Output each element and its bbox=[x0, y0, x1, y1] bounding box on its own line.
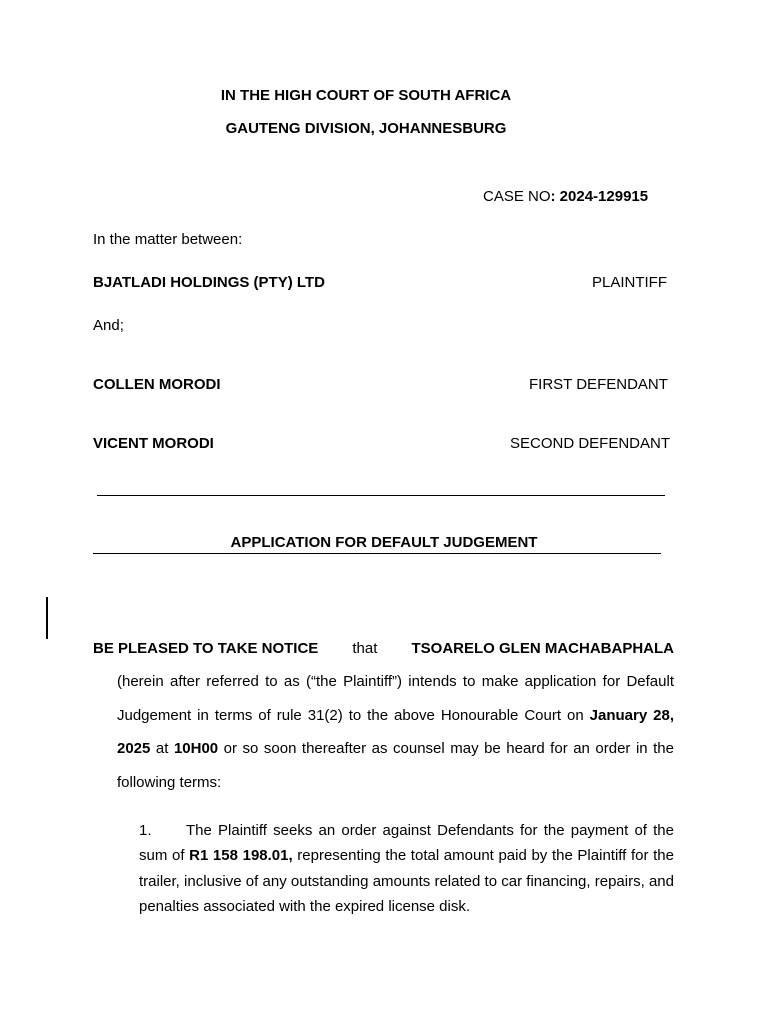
notice-text-2: or so soon thereafter as counsel may be heard for an order in the following terms: bbox=[117, 740, 674, 791]
title-underline bbox=[93, 553, 661, 554]
hearing-time: 10H00 bbox=[173, 740, 219, 757]
order-term-amount: R1 158 198.01, bbox=[189, 847, 293, 865]
first-defendant-name: COLLEN MORODI bbox=[93, 376, 221, 393]
notice-at: at bbox=[150, 740, 174, 757]
order-term-number: 1. bbox=[139, 822, 152, 839]
court-name: IN THE HIGH COURT OF SOUTH AFRICA bbox=[220, 87, 512, 104]
order-term-item bbox=[139, 818, 674, 919]
plaintiff-role: PLAINTIFF bbox=[592, 274, 668, 291]
second-defendant-name: VICENT MORODI bbox=[93, 435, 214, 452]
court-division: GAUTENG DIVISION, JOHANNESBURG bbox=[225, 120, 507, 137]
notice-body bbox=[117, 665, 674, 799]
hearing-date: January 28, 2025 bbox=[117, 706, 674, 757]
case-number bbox=[483, 188, 648, 205]
notice-lead: BE PLEASED TO TAKE NOTICE bbox=[93, 640, 319, 657]
order-term-text-2: representing the total amount paid by the Plaintiff for the trailer, inclusive of any outstanding amounts related to car financing, repairs, and penalties associated with the expired license disk. bbox=[139, 847, 674, 915]
notice-first-line bbox=[93, 640, 674, 657]
notice-applicant: TSOARELO GLEN MACHABAPHALA bbox=[411, 640, 674, 657]
plaintiff-name: BJATLADI HOLDINGS (PTY) LTD bbox=[93, 274, 325, 291]
separator-line bbox=[97, 495, 665, 496]
case-number-value: : 2024-129915 bbox=[550, 188, 649, 205]
case-number-label: CASE NO bbox=[483, 188, 551, 205]
text-cursor bbox=[46, 597, 48, 639]
document-title: APPLICATION FOR DEFAULT JUDGEMENT bbox=[230, 534, 538, 551]
first-defendant-role: FIRST DEFENDANT bbox=[529, 376, 668, 393]
notice-text-1: (herein after referred to as (“the Plaintiff”) intends to make application for Default Judgement in terms of rule 31(2) to the above Honourable Court on bbox=[117, 673, 674, 724]
second-defendant-role: SECOND DEFENDANT bbox=[510, 435, 671, 452]
order-term-text-1: The Plaintiff seeks an order against Defendants for the payment of the sum of bbox=[139, 822, 674, 865]
notice-that: that bbox=[352, 640, 378, 657]
conjunction: And; bbox=[93, 317, 124, 334]
matter-intro: In the matter between: bbox=[93, 231, 243, 248]
